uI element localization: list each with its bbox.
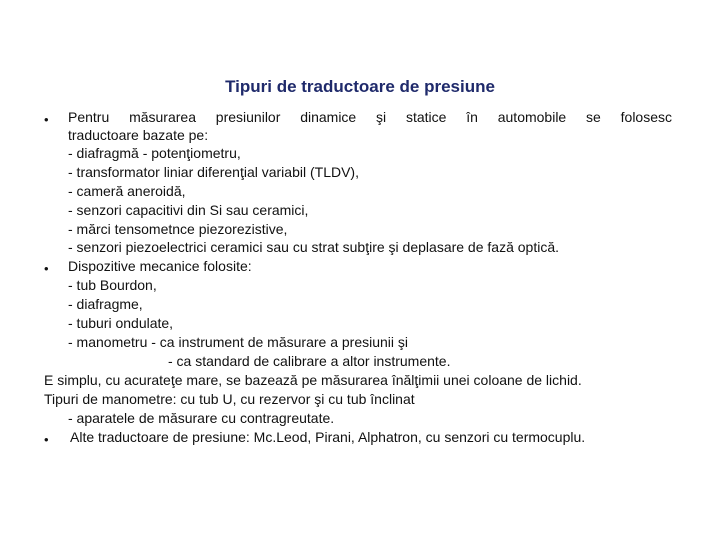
- list-item: - aparatele de măsurare cu contragreutate.: [68, 410, 335, 426]
- bullet-1: •: [44, 112, 49, 127]
- list-item: - tuburi ondulate,: [68, 315, 174, 331]
- list-item: - manometru - ca instrument de măsurare a presiunii şi: [68, 334, 409, 350]
- page-title: Tipuri de traductoare de presiune: [225, 77, 495, 96]
- text-line: Tipuri de manometre: cu tub U, cu rezervor şi cu tub înclinat: [44, 391, 415, 407]
- list-item: - senzori piezoelectrici ceramici sau cu strat subţire şi deplasare de fază optică.: [68, 239, 559, 255]
- list-item: - senzori capacitivi din Si sau ceramici,: [68, 202, 309, 218]
- text-line: E simplu, cu acurateţe mare, se bazează pe măsurarea înălţimii unei coloane de lichid.: [44, 372, 582, 388]
- list-item: - ca standard de calibrare a altor instrumente.: [168, 353, 451, 369]
- list-item: - transformator liniar diferenţial variabil (TLDV),: [68, 164, 359, 180]
- list-item: - diafragmă - potenţiometru,: [68, 145, 241, 161]
- list-item: - cameră aneroidă,: [68, 183, 186, 199]
- list-item: - tub Bourdon,: [68, 277, 157, 293]
- bullet-3: •: [44, 432, 49, 447]
- text-line: traductoare bazate pe:: [68, 127, 209, 143]
- text-line: Pentru măsurarea presiunilor dinamice şi statice în automobile se folosesc: [68, 109, 672, 125]
- bullet-2: •: [44, 261, 49, 276]
- text-line: Alte traductoare de presiune: Mc.Leod, Pirani, Alphatron, cu senzori cu termocuplu.: [70, 429, 586, 445]
- list-item: - mărci tensometnce piezorezistive,: [68, 221, 288, 237]
- text-line: Dispozitive mecanice folosite:: [68, 258, 252, 274]
- list-item: - diafragme,: [68, 296, 143, 312]
